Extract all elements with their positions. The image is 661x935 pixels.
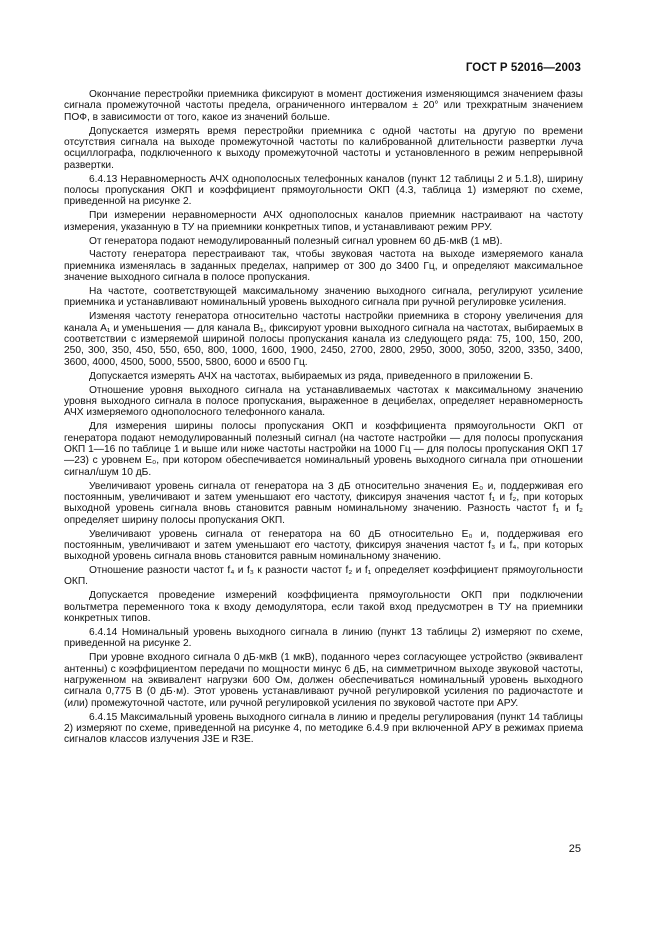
page-number: 25: [568, 843, 581, 855]
paragraph: Отношение разности частот f₄ и f₃ к разности частот f₂ и f₁ определяет коэффициент прямоугольности ОКП.: [64, 565, 583, 588]
paragraph: При уровне входного сигнала 0 дБ·мкВ (1 мкВ), поданного через согласующее устройство (эквивалент антенны) с коэффициентом передачи по мощности минус 6 дБ, на симметричном выходе звуковой частоты, нагруженном на эквивалент нагрузки 600 Ом, должен обеспечиваться номинальный уровень выходного сигнала 0,775 В (0 дБ·м). Этот уровень устанавливают ручной регулировкой усиления по радиочастоте и (или) промежуточной частоте, или ручной регулировкой усиления по звуковой частоте при АРУ.: [64, 652, 583, 709]
paragraph: 6.4.15 Максимальный уровень выходного сигнала в линию и пределы регулирования (пункт 14 таблицы 2) измеряют по схеме, приведенной на рисунке 4, по методике 6.4.9 при включенной АРУ в режимах приема сигналов классов излучения J3E и R3E.: [64, 711, 583, 746]
paragraph: Окончание перестройки приемника фиксируют в момент достижения изменяющимся значением фазы сигнала промежуточной частоты предела, ограниченного интервалом ± 20° или трехкратным значением ПОФ, в зависимости от того, какое из значений больше.: [64, 89, 583, 123]
paragraph: Допускается измерять время перестройки приемника с одной частоты на другую по времени отсутствия сигнала на выходе промежуточной частоты по калиброванной длительности развертки луча осциллографа, подключенного к выходу промежуточной частоты и установленного в режим непрерывной развертки.: [64, 125, 583, 171]
paragraph: Допускается проведение измерений коэффициента прямоугольности ОКП при подключении вольтметра переменного тока к входу демодулятора, если такой вход предусмотрен в ТУ на приемники конкретных типов.: [64, 590, 583, 625]
paragraph: Увеличивают уровень сигнала от генератора на 60 дБ относительно E₀ и, поддерживая его постоянным, увеличивают и затем уменьшают его частоту, фиксируя значения частот f₃ и f₄, при которых выходной уровень сигнала вновь становится равным номинальному значению.: [64, 528, 583, 563]
paragraph: Увеличивают уровень сигнала от генератора на 3 дБ относительно значения E₀ и, поддерживая его постоянным, увеличивают и затем уменьшают его частоту, фиксируя значения частот f₁ и f₂, при которых выходной уровень сигнала вновь становится равным номинальному значению. Разность частот f₁ и f₂ определяет ширину полосы пропускания ОКП.: [64, 480, 583, 526]
paragraph: 6.4.13 Неравномерность АЧХ однополосных телефонных каналов (пункт 12 таблицы 2 и 5.1.8), ширину полосы пропускания ОКП и коэффициент прямоугольности ОКП (4.3, таблица 1) измеряют по схеме, приведенной на рисунке 2.: [64, 173, 583, 208]
document-body: [64, 89, 583, 746]
paragraph: На частоте, соответствующей максимальному значению выходного сигнала, регулируют усиление приемника и устанавливают номинальный уровень выходного сигнала при ручной регулировке усиления.: [64, 286, 583, 309]
paragraph: Отношение уровня выходного сигнала на устанавливаемых частотах к максимальному значению уровня выходного сигнала в полосе пропускания, выраженное в децибелах, определяет неравномерность АЧХ измеряемого однополосного телефонного канала.: [64, 384, 583, 419]
paragraph: При измерении неравномерности АЧХ однополосных каналов приемник настраивают на частоту измерения, указанную в ТУ на приемники конкретных типов, и устанавливают режим РРУ.: [64, 210, 583, 233]
paragraph: 6.4.14 Номинальный уровень выходного сигнала в линию (пункт 13 таблицы 2) измеряют по схеме, приведенной на рисунке 2.: [64, 627, 583, 650]
paragraph: Изменяя частоту генератора относительно частоты настройки приемника в сторону увеличения для канала A₁ и уменьшения — для канала B₁, фиксируют уровни выходного сигнала на частотах, выбираемых в соответствии с измеряемой шириной полосы пропускания канала из следующего ряда: 75, 100, 150, 200, 250, 300, 350, 450, 550, 650, 800, 1000, 1600, 1900, 2450, 2700, 2800, 2950, 3000, 3050, 3200, 3350, 3400, 3600, 4000, 4500, 5000, 5500, 5800, 6000 и 6500 Гц.: [64, 311, 583, 368]
paragraph: Допускается измерять АЧХ на частотах, выбираемых из ряда, приведенного в приложении Б.: [89, 370, 534, 382]
paragraph: От генератора подают немодулированный полезный сигнал уровнем 60 дБ·мкВ (1 мВ).: [89, 235, 503, 247]
document-code: ГОСТ Р 52016—2003: [465, 62, 581, 74]
paragraph: Частоту генератора перестраивают так, чтобы звуковая частота на выходе измеряемого канала приемника изменялась в заданных пределах, например от 300 до 3400 Гц, и определяют максимальное значение выходного сигнала в полосе пропускания.: [64, 249, 583, 284]
paragraph: Для измерения ширины полосы пропускания ОКП и коэффициента прямоугольности ОКП от генератора подают немодулированный полезный сигнал (на частоте настройки — для полосы пропускания ОКП 1—16 по таблице 1 и выше или ниже частоты настройки на 1000 Гц — для полосы пропускания ОКП 17—23) с уровнем E₀, при котором обеспечивается номинальный уровень выходного сигнала при отношении сигнал/шум 10 дБ.: [64, 421, 583, 478]
